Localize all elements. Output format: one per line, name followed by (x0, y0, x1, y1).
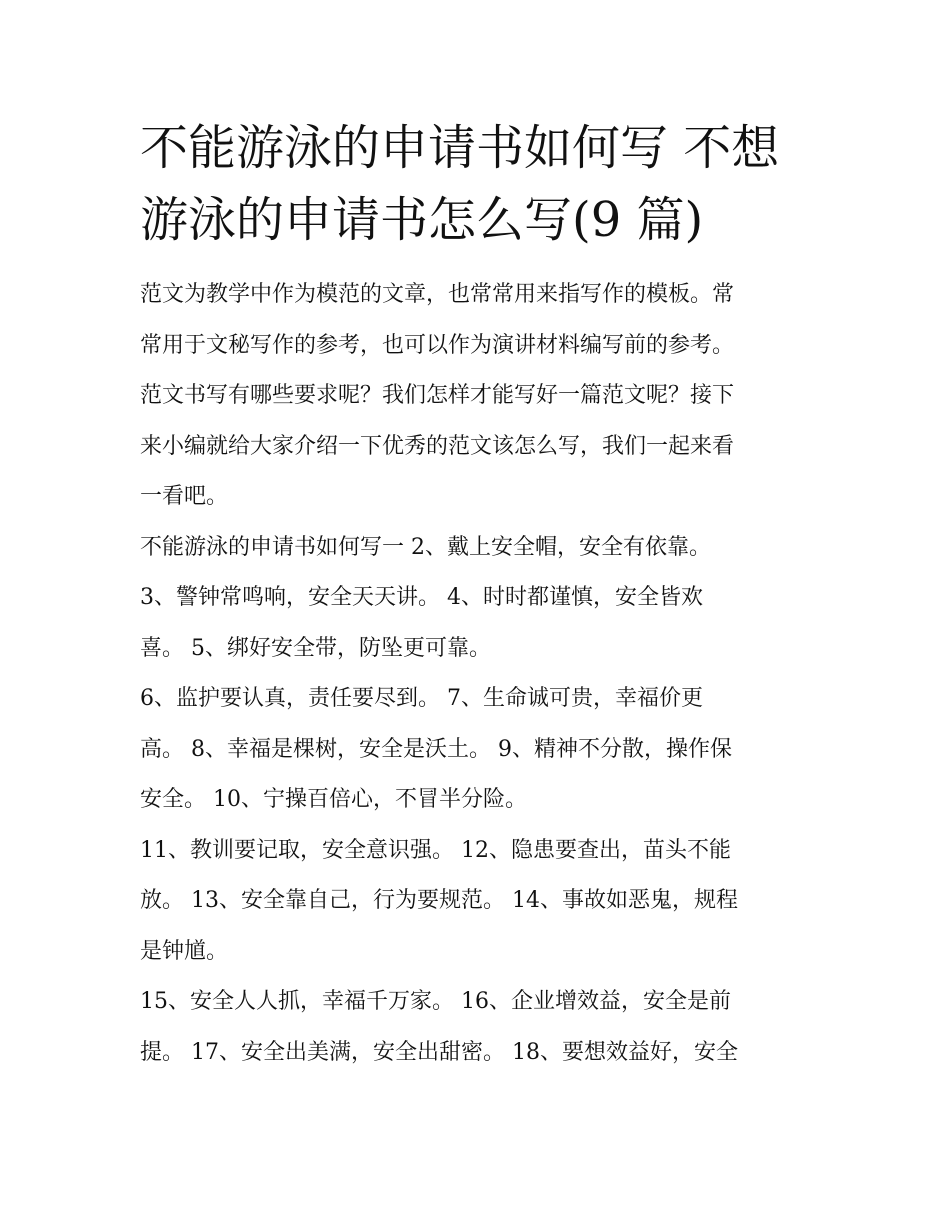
text-line: 安全。 10、宁操百倍心，不冒半分险。 (140, 787, 527, 812)
title-line: 游泳的申请书怎么写(9 篇) (140, 192, 704, 248)
text-line: 6、监护要认真，责任要尽到。 7、生命诚可贵，幸福价更 (140, 686, 703, 711)
text-line: 范文为教学中作为模范的文章，也常常用来指写作的模板。常 (140, 282, 735, 307)
text-line: 不能游泳的申请书如何写一 2、戴上安全帽，安全有依靠。 (140, 534, 711, 560)
body-paragraph (140, 826, 820, 978)
document-title (140, 112, 820, 256)
body-paragraph (140, 977, 820, 1078)
text-line: 高。 8、幸福是棵树，安全是沃土。 9、精神不分散，操作保 (140, 736, 732, 762)
body-paragraph (140, 573, 820, 674)
text-line: 3、警钟常鸣响，安全天天讲。 4、时时都谨慎，安全皆欢 (140, 585, 703, 610)
text-line: 一看吧。 (140, 484, 229, 509)
body-paragraph (140, 674, 820, 826)
text-line: 是钟馗。 (140, 938, 229, 964)
text-line: 提。 17、安全出美满，安全出甜密。 18、要想效益好，安全 (140, 1039, 738, 1065)
text-line: 来小编就给大家介绍一下优秀的范文该怎么写，我们一起来看 (140, 433, 735, 459)
document-body (140, 112, 820, 1078)
text-line: 15、安全人人抓，幸福千万家。 16、企业增效益，安全是前 (140, 989, 731, 1014)
intro-paragraph (140, 270, 820, 523)
text-line: 范文书写有哪些要求呢？我们怎样才能写好一篇范文呢？接下 (140, 383, 735, 408)
text-line: 放。 13、安全靠自己，行为要规范。 14、事故如恶鬼，规程 (140, 888, 738, 913)
title-line: 不能游泳的申请书如何写 不想 (140, 120, 780, 176)
body-paragraph (140, 523, 820, 574)
text-line: 喜。 5、绑好安全带，防坠更可靠。 (140, 635, 491, 661)
text-line: 11、教训要记取，安全意识强。 12、隐患要查出，苗头不能 (140, 837, 731, 863)
text-line: 常用于文秘写作的参考，也可以作为演讲材料编写前的参考。 (140, 332, 735, 358)
